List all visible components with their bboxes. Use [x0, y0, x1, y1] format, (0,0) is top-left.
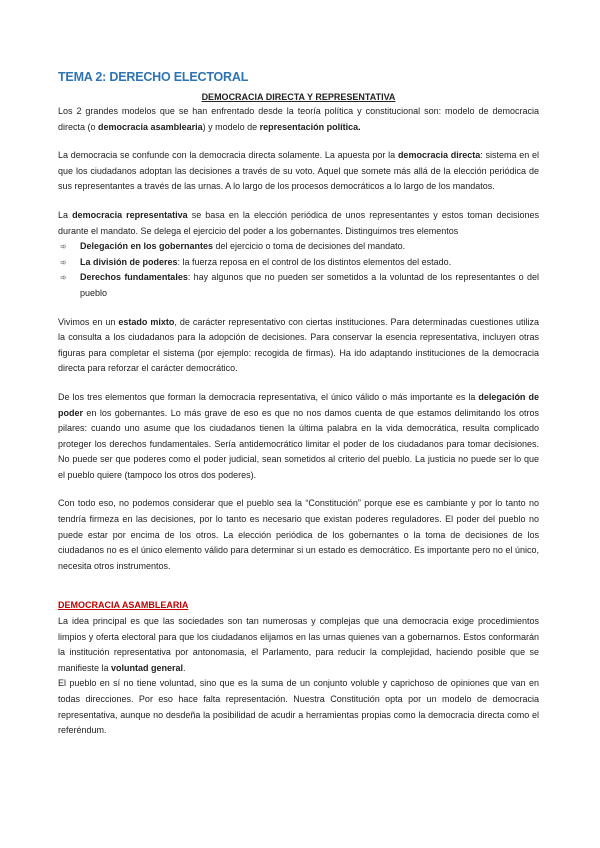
list-item-bold: Derechos fundamentales	[80, 272, 188, 283]
list-item-text: del ejercicio o toma de decisiones del mandato.	[213, 241, 406, 252]
paragraph-3	[58, 208, 539, 239]
page-title: TEMA 2: DERECHO ELECTORAL	[58, 70, 249, 84]
document-body	[58, 70, 539, 739]
paragraph-7-text-c: .	[183, 662, 186, 673]
paragraph-2-bold-b: democracia directa	[397, 150, 481, 161]
list-item-bold: Delegación en los gobernantes	[80, 241, 214, 252]
paragraph-4-bold-b: estado mixto	[118, 316, 175, 327]
paragraph-1-bold-b: democracia asamblearia	[98, 121, 203, 132]
paragraph-2-text-c: : sistema en el que los ciudadanos adoptan las decisiones a través de su voto. Aquel que somete más allá de la elección periódica de sus representantes a través de las urnas. A lo largo de los procesos democráticos a lo largo de los mandatos.	[58, 150, 540, 192]
elements-list	[58, 239, 539, 301]
paragraph-5	[58, 390, 539, 484]
paragraph-5-bold-b: delegación de poder	[58, 391, 539, 418]
list-item	[60, 239, 539, 255]
paragraph-1-bold-d: representación política.	[259, 121, 361, 132]
list-item-bold: La división de poderes	[80, 256, 178, 267]
paragraph-5-text-a: De los tres elementos que forman la democracia representativa, el único válido o más importante es la	[58, 391, 479, 402]
section-title-democracia-asamblearia: DEMOCRACIA ASAMBLEARIA	[58, 600, 189, 611]
paragraph-7-bold-b: voluntad general	[111, 662, 184, 673]
paragraph-5-text-c: en los gobernantes. Lo más grave de eso es que no nos damos cuenta de que estamos delimitando los otros pilares: cuando uno asume que los ciudadanos tienen la última palabra en la vida democrática, resulta complicado proteger los derechos fundamentales. Sería antidemocrático limitar el poder de los ciudadanos para tomar decisiones. No puede ser que poderes como el poder judicial, sean sometidos al criterio del pueblo. La justicia no puede ser lo que el pueblo quiere (tampoco los otros dos poderes).	[58, 407, 539, 480]
paragraph-7	[58, 614, 539, 676]
paragraph-4-text-a: Vivimos en un	[58, 316, 119, 327]
paragraph-1	[58, 104, 539, 135]
arrow-bullet-icon: ➾	[60, 273, 67, 283]
paragraph-4	[58, 315, 539, 377]
section-subtitle: DEMOCRACIA DIRECTA Y REPRESENTATIVA	[201, 92, 396, 102]
list-item	[60, 255, 539, 271]
paragraph-8: El pueblo en sí no tiene voluntad, sino que es la suma de un conjunto voluble y caprichoso de opiniones que van en todas direcciones. Por eso hace falta representación. Nuestra Constitución opta por un modelo de democracia representativa, aunque no desdeña la posibilidad de acudir a herramientas propias como la democracia directa como el referéndum.	[58, 678, 539, 736]
paragraph-1-text-a: Los 2 grandes modelos que se han enfrentado desde la teoría política y constitucional son: modelo de democracia directa (o	[58, 106, 539, 132]
paragraph-6: Con todo eso, no podemos considerar que el pueblo sea la “Constitución” porque ese es cambiante y por lo tanto no tendría firmeza en las decisiones, por lo tanto es necesario que existan poderes reguladores. El poder del pueblo no puede estar por encima de los otros. La elección periódica de los gobernantes o la toma de decisiones de los ciudadanos no es el único elemento válido para determinar si un estado es democrático. Es importante pero no el único, necesita otros instrumentos.	[58, 498, 539, 571]
list-item	[60, 270, 539, 301]
arrow-bullet-icon: ➾	[60, 242, 67, 252]
paragraph-2-text-a: La democracia se confunde con la democracia directa solamente. La apuesta por la	[58, 150, 398, 161]
arrow-bullet-icon: ➾	[60, 257, 67, 267]
paragraph-3-bold-b: democracia representativa	[72, 209, 188, 220]
paragraph-7-text-a: La idea principal es que las sociedades son tan numerosas y complejas que una democracia exige procedimientos limpios y oferta electoral para que los ciudadanos elijamos en las urnas quienes van a gobernarnos. Estos conformarán la institución representativa por antonomasia, el Parlamento, para reducir la complejidad, haciendo posible que se manifieste la	[58, 616, 539, 673]
list-item-text: : hay algunos que no pueden ser sometidos a la voluntad de los representantes o del pueblo	[80, 272, 539, 298]
list-item-text: : la fuerza reposa en el control de los distintos elementos del estado.	[177, 256, 452, 267]
paragraph-3-text-c: se basa en la elección periódica de unos representantes y estos toman decisiones durante el mandato. Se delega el ejercicio del poder a los gobernantes. Distinguimos tres elementos	[58, 209, 539, 236]
paragraph-2	[58, 148, 539, 195]
paragraph-4-text-c: , de carácter representativo con ciertas instituciones. Para determinadas cuestiones utiliza la consulta a los ciudadanos para la adopción de decisiones. Para conservar la esencia representativa, incluyen otras figuras para completar el sistema (por ejemplo: recogida de firmas). Ha ido adaptando instituciones de la democracia directa para reforzar el carácter democrático.	[58, 316, 540, 374]
paragraph-1-text-c: ) y modelo de	[202, 121, 260, 132]
paragraph-3-text-a: La	[58, 209, 73, 220]
